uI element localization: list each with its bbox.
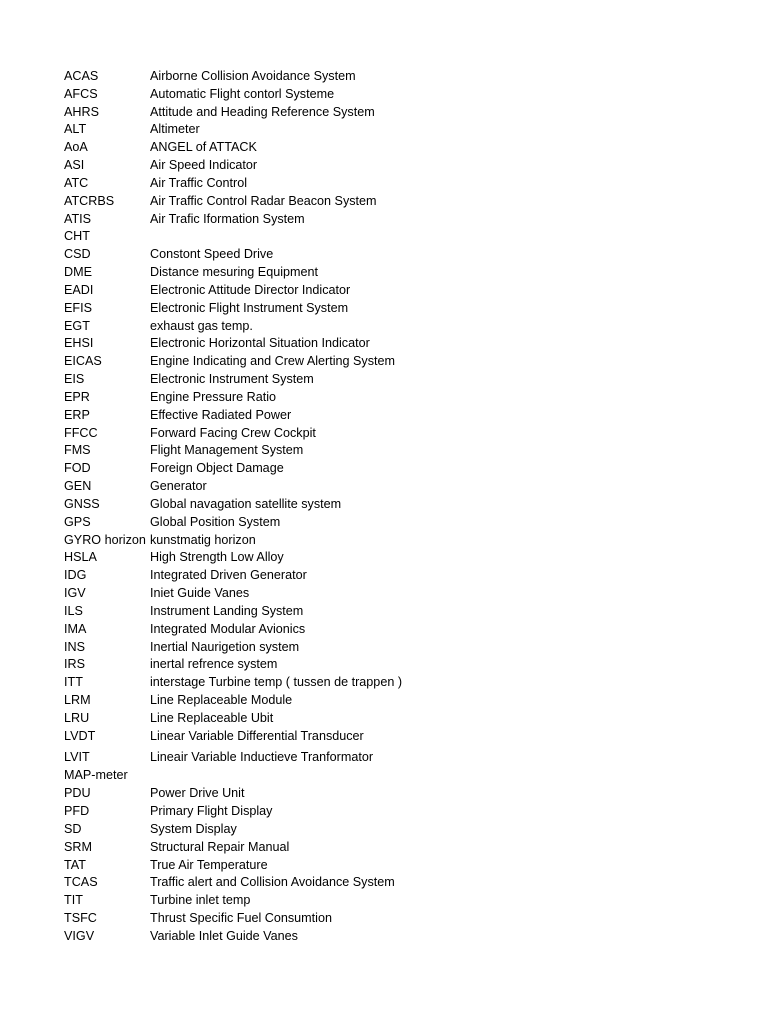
abbreviation-meaning: Electronic Flight Instrument System — [150, 300, 349, 315]
abbreviation-row — [64, 639, 724, 657]
abbreviation-row — [64, 193, 724, 211]
abbreviation-meaning: Lineair Variable Inductieve Tranformator — [150, 750, 374, 765]
abbreviation-row — [64, 874, 724, 892]
abbreviation-row — [64, 585, 724, 603]
abbreviation-row — [64, 460, 724, 478]
abbreviation-term: INS — [64, 639, 85, 654]
abbreviation-term: SRM — [64, 839, 92, 854]
abbreviation-row — [64, 157, 724, 175]
abbreviation-meaning: Air Trafic Iformation System — [150, 211, 305, 226]
abbreviation-row — [64, 300, 724, 318]
abbreviation-term: ACAS — [64, 69, 99, 83]
abbreviation-meaning: Distance mesuring Equipment — [150, 265, 318, 280]
abbreviation-term: AoA — [64, 140, 88, 155]
abbreviation-row — [64, 121, 724, 139]
abbreviation-meaning: True Air Temperature — [150, 857, 268, 872]
abbreviation-term: LRU — [64, 710, 90, 725]
abbreviation-term: EGT — [64, 318, 90, 333]
abbreviation-meaning: Linear Variable Differential Transducer — [150, 728, 364, 743]
abbreviation-row — [64, 353, 724, 371]
abbreviation-meaning: Generator — [150, 479, 207, 494]
abbreviation-term: TAT — [64, 857, 86, 872]
abbreviation-row — [64, 228, 724, 246]
abbreviation-term: LVDT — [64, 728, 96, 743]
abbreviation-meaning: Traffic alert and Collision Avoidance System — [150, 875, 395, 890]
abbreviation-meaning: inertal refrence system — [150, 657, 278, 672]
abbreviation-row — [64, 892, 724, 910]
abbreviation-term: EFIS — [64, 300, 92, 315]
abbreviation-meaning: exhaust gas temp. — [150, 318, 253, 333]
abbreviation-meaning: Air Traffic Control Radar Beacon System — [150, 193, 377, 208]
abbreviation-meaning: Integrated Modular Avionics — [150, 621, 306, 636]
abbreviation-row — [64, 139, 724, 157]
abbreviation-meaning: Instrument Landing System — [150, 603, 304, 618]
abbreviation-term: ERP — [64, 407, 90, 422]
abbreviation-row — [64, 656, 724, 674]
abbreviation-row — [64, 621, 724, 639]
abbreviation-row — [64, 86, 724, 104]
abbreviation-meaning: Electronic Horizontal Situation Indicator — [150, 336, 370, 351]
abbreviation-term: LVIT — [64, 750, 90, 765]
abbreviation-row — [64, 910, 724, 928]
abbreviation-row — [64, 104, 724, 122]
abbreviation-term: TCAS — [64, 875, 98, 890]
abbreviation-row — [64, 785, 724, 803]
abbreviation-row — [64, 567, 724, 585]
abbreviation-meaning: Effective Radiated Power — [150, 407, 292, 422]
abbreviation-row — [64, 496, 724, 514]
abbreviation-term: GEN — [64, 479, 92, 494]
abbreviation-term: GYRO horizon — [64, 532, 146, 547]
abbreviation-term: DME — [64, 265, 92, 280]
abbreviation-term: AFCS — [64, 86, 98, 101]
abbreviation-meaning: Engine Indicating and Crew Alerting System — [150, 354, 396, 369]
abbreviation-row — [64, 282, 724, 300]
abbreviation-row — [64, 514, 724, 532]
abbreviation-meaning: Inertial Naurigetion system — [150, 639, 300, 654]
abbreviation-meaning: Integrated Driven Generator — [150, 568, 307, 583]
abbreviation-row — [64, 767, 724, 785]
abbreviation-term: TSFC — [64, 911, 97, 926]
abbreviation-row — [64, 407, 724, 425]
abbreviation-term: CHT — [64, 229, 90, 244]
abbreviation-term: ASI — [64, 158, 85, 173]
abbreviation-term: FFCC — [64, 425, 98, 440]
abbreviation-term: EPR — [64, 389, 90, 404]
abbreviation-meaning: Air Traffic Control — [150, 175, 248, 190]
abbreviation-row — [64, 928, 724, 946]
abbreviation-row — [64, 478, 724, 496]
abbreviation-term: EHSI — [64, 336, 94, 351]
abbreviation-meaning: Line Replaceable Module — [150, 692, 293, 707]
abbreviation-term: GNSS — [64, 496, 100, 511]
abbreviation-meaning: Engine Pressure Ratio — [150, 389, 277, 404]
abbreviation-meaning: Iniet Guide Vanes — [150, 586, 250, 601]
abbreviation-meaning: Foreign Object Damage — [150, 461, 284, 476]
abbreviation-term: VIGV — [64, 928, 95, 943]
abbreviation-row — [64, 710, 724, 728]
abbreviation-meaning: Attitude and Heading Reference System — [150, 104, 375, 119]
abbreviation-term: ATC — [64, 175, 89, 190]
abbreviation-meaning: Structural Repair Manual — [150, 839, 290, 854]
abbreviation-term: LRM — [64, 692, 91, 707]
abbreviation-row — [64, 371, 724, 389]
abbreviation-term: ITT — [64, 675, 83, 690]
abbreviation-row — [64, 728, 724, 746]
abbreviation-row — [64, 532, 724, 550]
abbreviation-term: TIT — [64, 893, 83, 908]
abbreviation-meaning: System Display — [150, 821, 237, 836]
abbreviation-meaning: Global navagation satellite system — [150, 496, 342, 511]
abbreviation-row — [64, 264, 724, 282]
abbreviation-meaning: Constont Speed Drive — [150, 247, 274, 262]
abbreviation-row — [64, 857, 724, 875]
abbreviation-row — [64, 335, 724, 353]
abbreviation-meaning: kunstmatig horizon — [150, 532, 256, 547]
abbreviation-row — [64, 175, 724, 193]
abbreviation-meaning: interstage Turbine temp ( tussen de trappen ) — [150, 675, 403, 690]
abbreviation-row — [64, 803, 724, 821]
abbreviation-meaning: Automatic Flight contorl Systeme — [150, 86, 335, 101]
abbreviation-meaning: Variable Inlet Guide Vanes — [150, 928, 298, 943]
abbreviation-term: IGV — [64, 586, 86, 601]
abbreviation-term: CSD — [64, 247, 91, 262]
abbreviation-term: ATCRBS — [64, 193, 115, 208]
abbreviation-term: ILS — [64, 603, 83, 618]
abbreviation-meaning: Turbine inlet temp — [150, 893, 251, 908]
abbreviation-meaning: Electronic Instrument System — [150, 372, 314, 387]
abbreviation-term: IDG — [64, 568, 87, 583]
abbreviation-meaning: Altimeter — [150, 122, 200, 137]
abbreviation-meaning: Global Position System — [150, 514, 281, 529]
abbreviation-meaning: ANGEL of ATTACK — [150, 140, 257, 155]
abbreviation-row — [64, 389, 724, 407]
abbreviation-table — [64, 68, 724, 946]
abbreviation-term: EIS — [64, 372, 85, 387]
abbreviation-meaning: Forward Facing Crew Cockpit — [150, 425, 316, 440]
abbreviation-term: IMA — [64, 621, 87, 636]
abbreviation-row — [64, 745, 724, 767]
abbreviation-row — [64, 821, 724, 839]
abbreviation-term: EADI — [64, 282, 94, 297]
abbreviation-meaning: Airborne Collision Avoidance System — [150, 69, 356, 83]
abbreviation-term: ATIS — [64, 211, 92, 226]
abbreviation-row — [64, 425, 724, 443]
abbreviation-meaning: Primary Flight Display — [150, 804, 273, 819]
abbreviation-row — [64, 68, 724, 86]
abbreviation-meaning: Power Drive Unit — [150, 786, 245, 801]
abbreviation-term: FMS — [64, 443, 91, 458]
abbreviation-term: GPS — [64, 514, 91, 529]
abbreviation-term: EICAS — [64, 354, 102, 369]
abbreviation-row — [64, 692, 724, 710]
abbreviation-row — [64, 839, 724, 857]
abbreviation-term: FOD — [64, 461, 91, 476]
abbreviation-meaning: Air Speed Indicator — [150, 158, 258, 173]
abbreviation-term: HSLA — [64, 550, 97, 565]
abbreviation-row — [64, 549, 724, 567]
abbreviation-meaning: Flight Management System — [150, 443, 304, 458]
abbreviation-term: AHRS — [64, 104, 99, 119]
abbreviation-row — [64, 674, 724, 692]
abbreviation-term: IRS — [64, 657, 85, 672]
abbreviation-meaning: High Strength Low Alloy — [150, 550, 284, 565]
abbreviation-row — [64, 318, 724, 336]
abbreviation-row — [64, 246, 724, 264]
abbreviation-meaning: Electronic Attitude Director Indicator — [150, 282, 351, 297]
abbreviation-term: MAP-meter — [64, 768, 128, 783]
abbreviation-meaning: Thrust Specific Fuel Consumtion — [150, 911, 332, 926]
abbreviation-row — [64, 442, 724, 460]
abbreviation-term: PDU — [64, 786, 91, 801]
abbreviation-term: PFD — [64, 804, 90, 819]
abbreviation-term: ALT — [64, 122, 87, 137]
abbreviation-row — [64, 603, 724, 621]
abbreviation-term: SD — [64, 821, 82, 836]
abbreviation-meaning: Line Replaceable Ubit — [150, 710, 274, 725]
abbreviation-row — [64, 211, 724, 229]
